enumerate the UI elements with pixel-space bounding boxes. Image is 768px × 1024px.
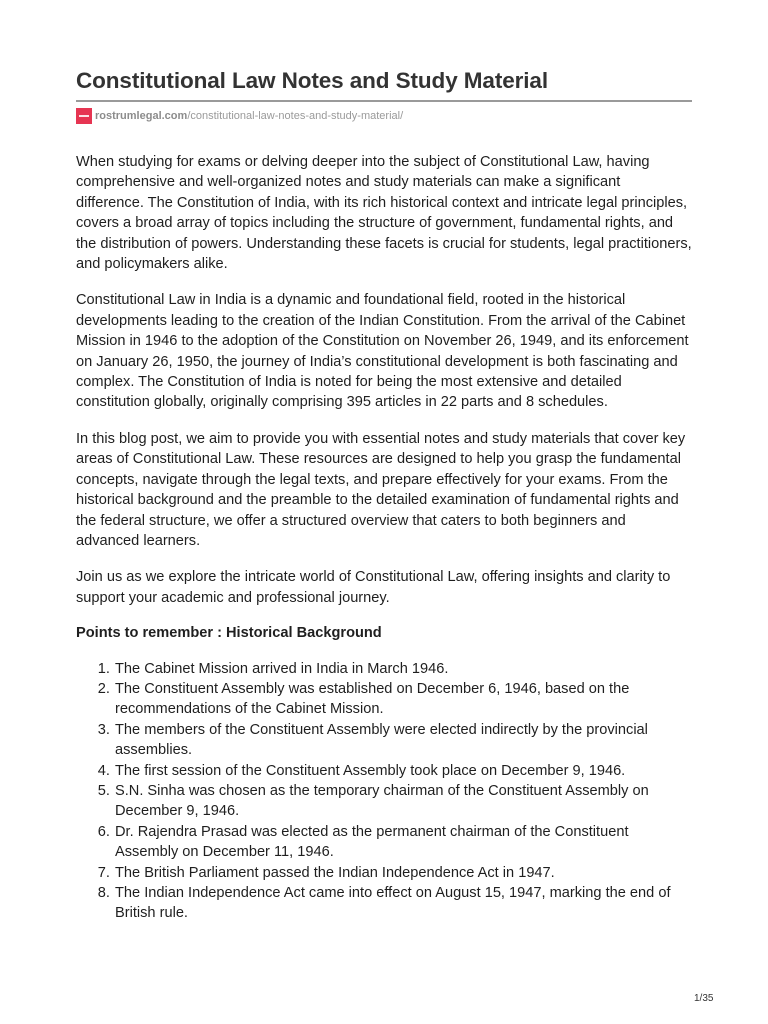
intro-paragraph: When studying for exams or delving deeper into the subject of Constitutional Law, having comprehensive and well-organized notes and study materials can make a significant difference. The Constitution of India, with its rich historical context and intricate legal principles, covers a broad array of topics including the structure of government, fundamental rights, and the distribution of powers. Understanding these facets is crucial for students, legal practitioners, and policymakers alike. xyxy=(76,154,692,273)
list-item: 8. The Indian Independence Act came into effect on August 15, 1947, marking the end of British rule. xyxy=(114,883,692,924)
source-domain[interactable]: rostrumlegal.com xyxy=(95,110,188,122)
list-item: 6. Dr. Rajendra Prasad was elected as the permanent chairman of the Constituent Assembly on December 11, 1946. xyxy=(114,822,692,863)
context-paragraph: Constitutional Law in India is a dynamic and foundational field, rooted in the historical developments leading to the creation of the Indian Constitution. From the arrival of the Cabinet Mission in 1946 to the adoption of the Constitution on November 26, 1949, and its enforcement on January 26, 1950, the journey of India’s constitutional development is both fascinating and complex. The Constitution of India is noted for being the most extensive and detailed constitution globally, originally comprising 395 articles in 22 parts and 8 schedules. xyxy=(76,292,689,411)
purpose-paragraph: In this blog post, we aim to provide you with essential notes and study materials that cover key areas of Constitutional Law. These resources are designed to help you grasp the fundamental concepts, navigate through the legal texts, and prepare effectively for your exams. From the historical background and the preamble to the detailed examination of fundamental rights and the federal structure, we offer a structured overview that caters to both beginners and advanced learners. xyxy=(76,430,686,549)
section-heading: Points to remember : Historical Background xyxy=(76,625,382,642)
list-item: 5. S.N. Sinha was chosen as the temporary chairman of the Constituent Assembly on December 9, 1946. xyxy=(114,781,692,822)
list-item: 3. The members of the Constituent Assembly were elected indirectly by the provincial assemblies. xyxy=(114,720,692,761)
points-list xyxy=(76,659,692,924)
list-item: 7. The British Parliament passed the Indian Independence Act in 1947. xyxy=(114,863,692,883)
list-item: 4. The first session of the Constituent Assembly took place on December 9, 1946. xyxy=(114,761,692,781)
list-item: 2. The Constituent Assembly was established on December 6, 1946, based on the recommendations of the Cabinet Mission. xyxy=(114,679,692,720)
document-page xyxy=(76,66,692,924)
title-divider xyxy=(76,100,692,102)
site-favicon-icon xyxy=(76,108,92,124)
source-path[interactable]: /constitutional-law-notes-and-study-material/ xyxy=(187,110,404,122)
closing-paragraph: Join us as we explore the intricate world of Constitutional Law, offering insights and clarity to support your academic and professional journey. xyxy=(76,569,671,606)
list-item: 1. The Cabinet Mission arrived in India in March 1946. xyxy=(114,659,692,679)
source-url[interactable] xyxy=(76,106,692,126)
page-number: 1/35 xyxy=(694,993,714,1004)
page-title: Constitutional Law Notes and Study Material xyxy=(76,68,548,93)
